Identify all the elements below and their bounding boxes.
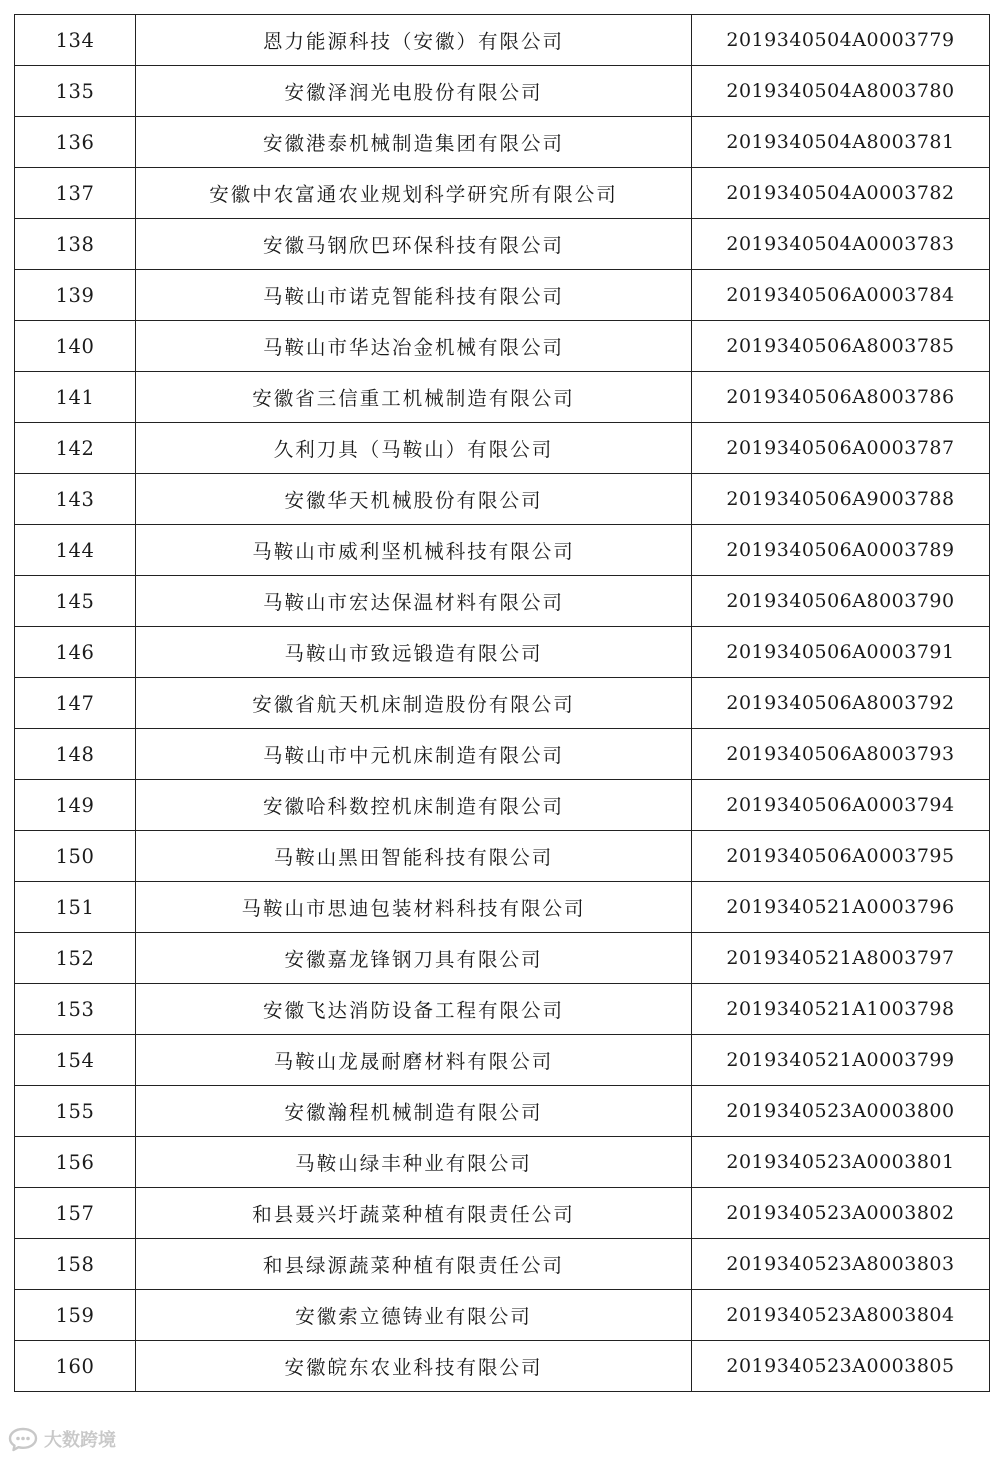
company-name-cell: 安徽华天机械股份有限公司 xyxy=(136,474,692,525)
registration-code-cell: 2019340506A0003794 xyxy=(692,780,990,831)
table-row xyxy=(15,117,990,168)
registration-code-cell: 2019340521A8003797 xyxy=(692,933,990,984)
row-number-cell: 153 xyxy=(15,984,136,1035)
table-row xyxy=(15,933,990,984)
registration-code-cell: 2019340504A0003782 xyxy=(692,168,990,219)
watermark xyxy=(8,1422,116,1456)
row-number-cell: 136 xyxy=(15,117,136,168)
registration-code-cell: 2019340506A8003793 xyxy=(692,729,990,780)
company-name-cell: 安徽港泰机械制造集团有限公司 xyxy=(136,117,692,168)
registration-code-cell: 2019340523A8003803 xyxy=(692,1239,990,1290)
table-row xyxy=(15,525,990,576)
company-name-cell: 安徽泽润光电股份有限公司 xyxy=(136,66,692,117)
row-number-cell: 139 xyxy=(15,270,136,321)
row-number-cell: 134 xyxy=(15,15,136,66)
company-name-cell: 马鞍山市华达冶金机械有限公司 xyxy=(136,321,692,372)
registration-code-cell: 2019340506A0003791 xyxy=(692,627,990,678)
row-number-cell: 151 xyxy=(15,882,136,933)
company-name-cell: 马鞍山市诺克智能科技有限公司 xyxy=(136,270,692,321)
row-number-cell: 160 xyxy=(15,1341,136,1392)
registration-code-cell: 2019340521A1003798 xyxy=(692,984,990,1035)
company-name-cell: 恩力能源科技（安徽）有限公司 xyxy=(136,15,692,66)
registration-code-cell: 2019340506A8003790 xyxy=(692,576,990,627)
table-row xyxy=(15,1086,990,1137)
registration-code-cell: 2019340506A0003789 xyxy=(692,525,990,576)
table-row xyxy=(15,882,990,933)
row-number-cell: 154 xyxy=(15,1035,136,1086)
registration-code-cell: 2019340504A8003781 xyxy=(692,117,990,168)
table-row xyxy=(15,576,990,627)
registration-code-cell: 2019340523A0003802 xyxy=(692,1188,990,1239)
registration-code-cell: 2019340523A0003805 xyxy=(692,1341,990,1392)
watermark-text: 大数跨境 xyxy=(44,1430,116,1451)
company-name-cell: 马鞍山黑田智能科技有限公司 xyxy=(136,831,692,882)
table-row xyxy=(15,627,990,678)
table-row xyxy=(15,1341,990,1392)
company-name-cell: 安徽飞达消防设备工程有限公司 xyxy=(136,984,692,1035)
company-name-cell: 马鞍山市宏达保温材料有限公司 xyxy=(136,576,692,627)
company-name-cell: 安徽省航天机床制造股份有限公司 xyxy=(136,678,692,729)
table-row xyxy=(15,168,990,219)
registration-code-cell: 2019340506A8003792 xyxy=(692,678,990,729)
row-number-cell: 152 xyxy=(15,933,136,984)
company-name-cell: 安徽瀚程机械制造有限公司 xyxy=(136,1086,692,1137)
row-number-cell: 146 xyxy=(15,627,136,678)
company-name-cell: 马鞍山市中元机床制造有限公司 xyxy=(136,729,692,780)
registration-code-cell: 2019340523A0003801 xyxy=(692,1137,990,1188)
company-name-cell: 马鞍山绿丰种业有限公司 xyxy=(136,1137,692,1188)
company-name-cell: 安徽马钢欣巴环保科技有限公司 xyxy=(136,219,692,270)
table-row xyxy=(15,372,990,423)
table-row xyxy=(15,15,990,66)
company-name-cell: 和县聂兴圩蔬菜种植有限责任公司 xyxy=(136,1188,692,1239)
registration-code-cell: 2019340523A8003804 xyxy=(692,1290,990,1341)
row-number-cell: 138 xyxy=(15,219,136,270)
table-row xyxy=(15,1188,990,1239)
company-name-cell: 安徽哈科数控机床制造有限公司 xyxy=(136,780,692,831)
company-name-cell: 安徽索立德铸业有限公司 xyxy=(136,1290,692,1341)
registration-code-cell: 2019340506A0003784 xyxy=(692,270,990,321)
company-name-cell: 马鞍山市思迪包装材料科技有限公司 xyxy=(136,882,692,933)
company-name-cell: 马鞍山市威利坚机械科技有限公司 xyxy=(136,525,692,576)
table-row xyxy=(15,831,990,882)
company-name-cell: 安徽省三信重工机械制造有限公司 xyxy=(136,372,692,423)
row-number-cell: 159 xyxy=(15,1290,136,1341)
table-row xyxy=(15,729,990,780)
table-row xyxy=(15,1239,990,1290)
company-name-cell: 马鞍山龙晟耐磨材料有限公司 xyxy=(136,1035,692,1086)
company-name-cell: 马鞍山市致远锻造有限公司 xyxy=(136,627,692,678)
row-number-cell: 140 xyxy=(15,321,136,372)
row-number-cell: 148 xyxy=(15,729,136,780)
company-name-cell: 安徽中农富通农业规划科学研究所有限公司 xyxy=(136,168,692,219)
registration-code-cell: 2019340521A0003796 xyxy=(692,882,990,933)
registration-code-cell: 2019340504A0003783 xyxy=(692,219,990,270)
company-name-cell: 和县绿源蔬菜种植有限责任公司 xyxy=(136,1239,692,1290)
registration-code-cell: 2019340506A8003785 xyxy=(692,321,990,372)
table-row xyxy=(15,678,990,729)
registration-code-cell: 2019340506A0003795 xyxy=(692,831,990,882)
row-number-cell: 137 xyxy=(15,168,136,219)
row-number-cell: 155 xyxy=(15,1086,136,1137)
table-row xyxy=(15,1290,990,1341)
registration-code-cell: 2019340506A8003786 xyxy=(692,372,990,423)
table-row xyxy=(15,474,990,525)
row-number-cell: 157 xyxy=(15,1188,136,1239)
registration-code-cell: 2019340506A0003787 xyxy=(692,423,990,474)
registration-code-cell: 2019340504A8003780 xyxy=(692,66,990,117)
row-number-cell: 145 xyxy=(15,576,136,627)
row-number-cell: 150 xyxy=(15,831,136,882)
registration-code-cell: 2019340521A0003799 xyxy=(692,1035,990,1086)
registration-code-cell: 2019340506A9003788 xyxy=(692,474,990,525)
table-body xyxy=(15,15,990,1392)
row-number-cell: 149 xyxy=(15,780,136,831)
registration-code-cell: 2019340523A0003800 xyxy=(692,1086,990,1137)
table-row xyxy=(15,321,990,372)
row-number-cell: 147 xyxy=(15,678,136,729)
company-name-cell: 安徽嘉龙锋钢刀具有限公司 xyxy=(136,933,692,984)
table-row xyxy=(15,423,990,474)
row-number-cell: 144 xyxy=(15,525,136,576)
row-number-cell: 158 xyxy=(15,1239,136,1290)
row-number-cell: 141 xyxy=(15,372,136,423)
table-row xyxy=(15,1137,990,1188)
row-number-cell: 143 xyxy=(15,474,136,525)
company-list-table xyxy=(14,14,990,1392)
table-row xyxy=(15,780,990,831)
table-row xyxy=(15,66,990,117)
row-number-cell: 142 xyxy=(15,423,136,474)
row-number-cell: 135 xyxy=(15,66,136,117)
table-row xyxy=(15,270,990,321)
row-number-cell: 156 xyxy=(15,1137,136,1188)
company-name-cell: 安徽皖东农业科技有限公司 xyxy=(136,1341,692,1392)
table-row xyxy=(15,984,990,1035)
table-row xyxy=(15,1035,990,1086)
registration-code-cell: 2019340504A0003779 xyxy=(692,15,990,66)
chat-bubble-logo-icon xyxy=(8,1426,38,1452)
table-row xyxy=(15,219,990,270)
company-name-cell: 久利刀具（马鞍山）有限公司 xyxy=(136,423,692,474)
